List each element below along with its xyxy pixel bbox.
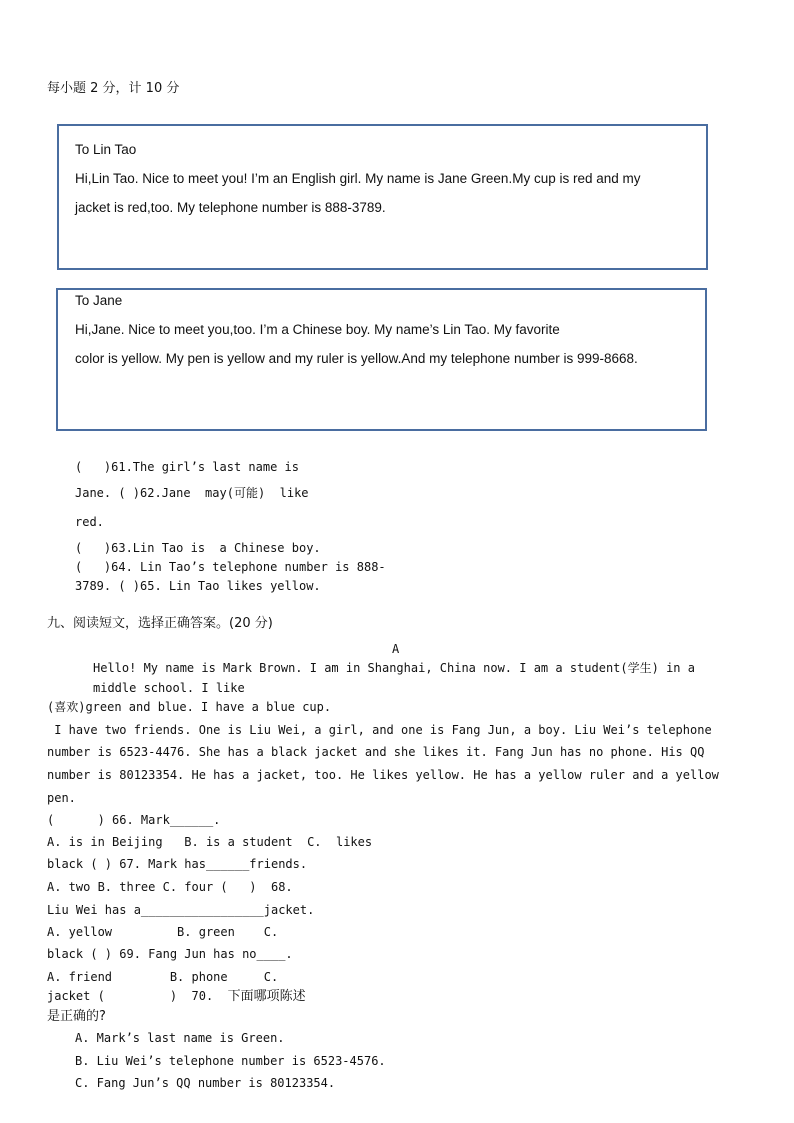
question-67-options: A. two B. three C. four ( ) 68. (47, 880, 293, 894)
question-70-option-b: B. Liu Wei’s telephone number is 6523-4576. (75, 1054, 386, 1068)
question-68: Liu Wei has a_________________jacket. (47, 903, 315, 917)
letter1-line1: Hi,Lin Tao. Nice to meet you! I’m an English girl. My name is Jane Green.My cup is red and my (75, 171, 641, 186)
question-70-option-c: C. Fang Jun’s QQ number is 80123354. (75, 1076, 336, 1090)
tf-line-6: 3789. ( )65. Lin Tao likes yellow. (75, 579, 321, 593)
question-69-options: A. friend B. phone C. (47, 970, 279, 984)
score-note: 每小题 2 分，计 10 分 (47, 81, 180, 96)
passage-p1a: Hello! My name is Mark Brown. I am in Shanghai, China now. I am a student(学生) in a (93, 661, 695, 675)
question-69: black ( ) 69. Fang Jun has no____. (47, 947, 293, 961)
tf-line-1: ( )61.The girl’s last name is (75, 460, 299, 474)
question-70-continued: 是正确的? (47, 1009, 106, 1024)
letter2-line2: color is yellow. My pen is yellow and my ruler is yellow.And my telephone number is 999-8668. (75, 351, 638, 366)
question-70-option-a: A. Mark’s last name is Green. (75, 1031, 285, 1045)
question-70-prefix: jacket ( ) 70. (47, 989, 228, 1003)
letter1-to: To Lin Tao (75, 142, 137, 157)
passage-p2b: number is 6523-4476. She has a black jacket and she likes it. Fang Jun has no phone. His QQ (47, 745, 705, 759)
letter-box-jane (56, 288, 707, 431)
passage-p1b: middle school. I like (93, 681, 245, 695)
tf-line-2: Jane. ( )62.Jane may(可能) like (75, 486, 309, 500)
passage-p1c: (喜欢)green and blue. I have a blue cup. (47, 700, 332, 714)
question-68-options: A. yellow B. green C. (47, 925, 279, 939)
passage-label: A (392, 642, 400, 656)
question-66-options: A. is in Beijing B. is a student C. likes (47, 835, 373, 849)
letter1-line2: jacket is red,too. My telephone number is 888-3789. (75, 200, 386, 215)
letter-box-lin-tao (57, 124, 708, 270)
question-70 (47, 989, 306, 1004)
tf-line-3: red. (75, 515, 104, 529)
letter2-to: To Jane (75, 293, 123, 308)
question-70-chinese: 下面哪项陈述 (227, 989, 306, 1004)
question-66: ( ) 66. Mark______. (47, 813, 221, 827)
question-67: black ( ) 67. Mark has______friends. (47, 857, 308, 871)
passage-p2c: number is 80123354. He has a jacket, too. He likes yellow. He has a yellow ruler and a yellow (47, 768, 719, 782)
section9-heading: 九、阅读短文，选择正确答案。(20 分) (47, 616, 273, 631)
tf-line-5: ( )64. Lin Tao’s telephone number is 888- (75, 560, 386, 574)
letter2-line1: Hi,Jane. Nice to meet you,too. I’m a Chinese boy. My name’s Lin Tao. My favorite (75, 322, 560, 337)
passage-p2a: I have two friends. One is Liu Wei, a girl, and one is Fang Jun, a boy. Liu Wei’s telephone (47, 723, 712, 737)
tf-line-4: ( )63.Lin Tao is a Chinese boy. (75, 541, 321, 555)
passage-p2d: pen. (47, 791, 76, 805)
